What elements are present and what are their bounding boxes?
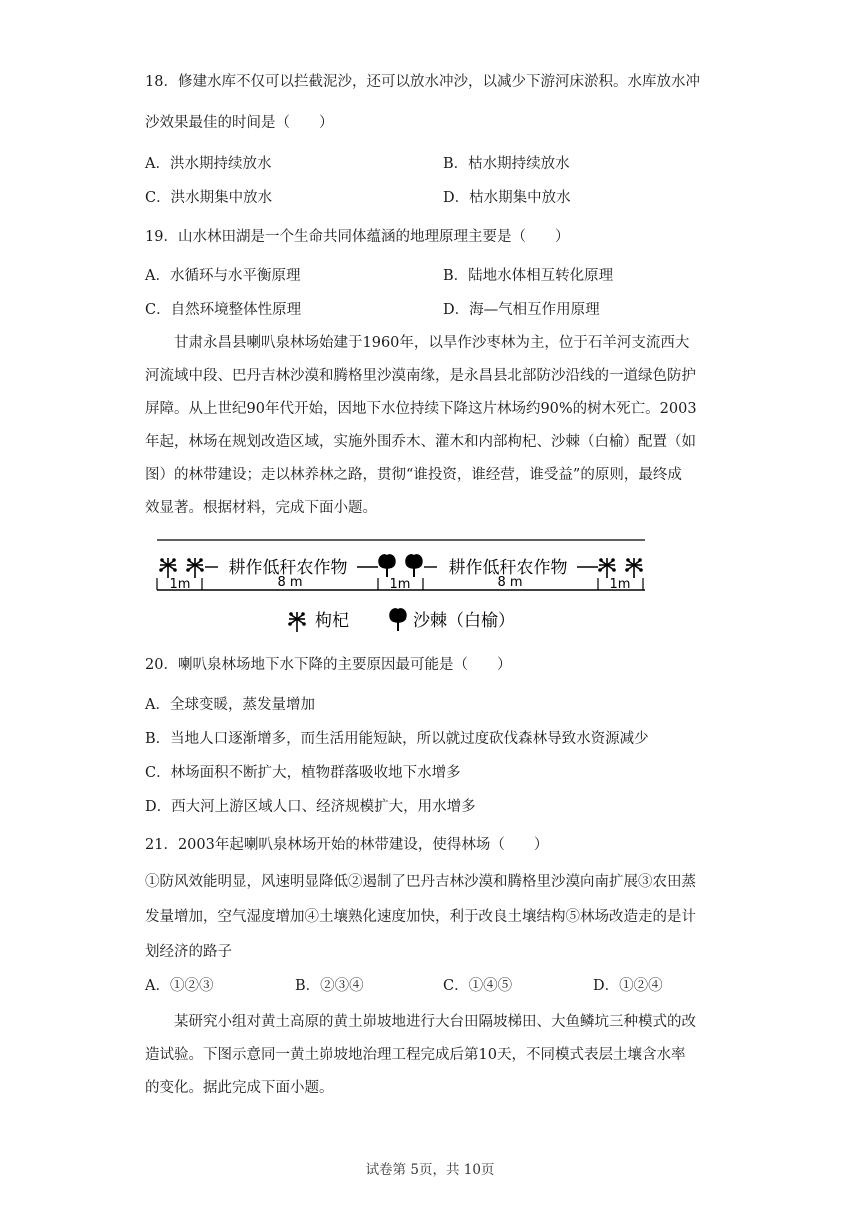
q21-option-d: D．①②④: [593, 978, 663, 994]
page-footer: 试卷第 5页，共 10页: [365, 1162, 495, 1178]
legend-shaji-icon: [389, 608, 406, 631]
q18-option-a: A．洪水期持续放水: [145, 156, 272, 172]
width-label-8m: 8 m: [277, 575, 303, 590]
q18-option-c: C．洪水期集中放水: [145, 190, 273, 206]
width-label-8m: 8 m: [497, 575, 523, 590]
passage-1-line: 年起，林场在规划改造区域，实施外围乔木、灌木和内部枸杞、沙棘（白榆）配置（如: [145, 434, 696, 450]
crop-label-left: 耕作低秆农作物: [228, 558, 348, 578]
q20-option-c: C．林场面积不断扩大，植物群落吸收地下水增多: [145, 765, 461, 781]
gouqi-icon: [159, 558, 177, 578]
gouqi-icon: [598, 558, 616, 578]
q21-statement-line: 发量增加，空气湿度增加④土壤熟化速度加快，利于改良土壤结构⑤林场改造走的是计: [145, 909, 696, 925]
width-label-1m: 1m: [389, 577, 411, 592]
q20-stem: 20．喇叭泉林场地下水下降的主要原因最可能是（ ）: [145, 657, 512, 673]
passage-1-line: 图）的林带建设；走以林养林之路，贯彻“谁投资，谁经营，谁受益”的原则，最终成: [145, 467, 682, 483]
q18-option-b: B．枯水期持续放水: [443, 156, 570, 172]
legend-gouqi-label: 枸杞: [315, 611, 349, 631]
q18-stem-line2: 沙效果最佳的时间是（ ）: [145, 115, 334, 131]
passage-1-line: 河流域中段、巴丹吉林沙漠和腾格里沙漠南缘，是永昌县北部防沙沿线的一道绿色防护: [145, 368, 696, 384]
q21-option-a: A．①②③: [145, 978, 214, 994]
passage-1-line: 屏障。从上世纪90年代开始，因地下水位持续下降这片林场约90%的树木死亡。2003: [145, 401, 697, 417]
shaji-icon: [405, 554, 422, 577]
q21-option-b: B．②③④: [295, 978, 364, 994]
shaji-icon: [378, 554, 395, 577]
q21-option-c: C．①④⑤: [443, 978, 513, 994]
crop-label-right: 耕作低秆农作物: [448, 558, 568, 578]
shelterbelt-figure: [0, 530, 860, 640]
q18-stem-line1: 18．修建水库不仅可以拦截泥沙，还可以放水冲沙，以减少下游河床淤积。水库放水冲: [145, 74, 700, 90]
legend-gouqi-icon: [288, 612, 306, 632]
gouqi-icon: [186, 558, 204, 578]
q20-option-a: A．全球变暖，蒸发量增加: [145, 697, 315, 713]
passage-1-line: 甘肃永昌县喇叭泉林场始建于1960年，以旱作沙枣林为主，位于石羊河支流西大: [145, 335, 690, 351]
q19-option-b: B．陆地水体相互转化原理: [443, 268, 614, 284]
passage-1-line: 效显著。根据材料，完成下面小题。: [145, 500, 377, 516]
q21-statement-line: 划经济的路子: [145, 944, 232, 960]
gouqi-icon: [625, 558, 643, 578]
legend-shaji-label: 沙棘（白榆）: [413, 611, 515, 631]
q21-stem: 21．2003年起喇叭泉林场开始的林带建设，使得林场（ ）: [145, 837, 549, 853]
q19-option-d: D．海—气相互作用原理: [443, 302, 600, 318]
q19-option-c: C．自然环境整体性原理: [145, 302, 302, 318]
passage-2-line: 某研究小组对黄土高原的黄土峁坡地进行大台田隔坡梯田、大鱼鳞坑三种模式的改: [145, 1014, 696, 1030]
q19-option-a: A．水循环与水平衡原理: [145, 268, 301, 284]
q20-option-d: D．西大河上游区域人口、经济规模扩大，用水增多: [145, 799, 476, 815]
width-label-1m: 1m: [169, 577, 191, 592]
q18-option-d: D．枯水期集中放水: [443, 190, 571, 206]
q19-stem: 19．山水林田湖是一个生命共同体蕴涵的地理原理主要是（ ）: [145, 229, 570, 245]
passage-2-line: 造试验。下图示意同一黄土峁坡地治理工程完成后第10天，不同模式表层土壤含水率: [145, 1047, 686, 1063]
q21-statement-line: ①防风效能明显，风速明显降低②遏制了巴丹吉林沙漠和腾格里沙漠向南扩展③农田蒸: [145, 874, 696, 890]
width-label-1m: 1m: [609, 577, 631, 592]
q20-option-b: B．当地人口逐渐增多，而生活用能短缺，所以就过度砍伐森林导致水资源减少: [145, 731, 649, 747]
passage-2-line: 的变化。据此完成下面小题。: [145, 1080, 334, 1096]
